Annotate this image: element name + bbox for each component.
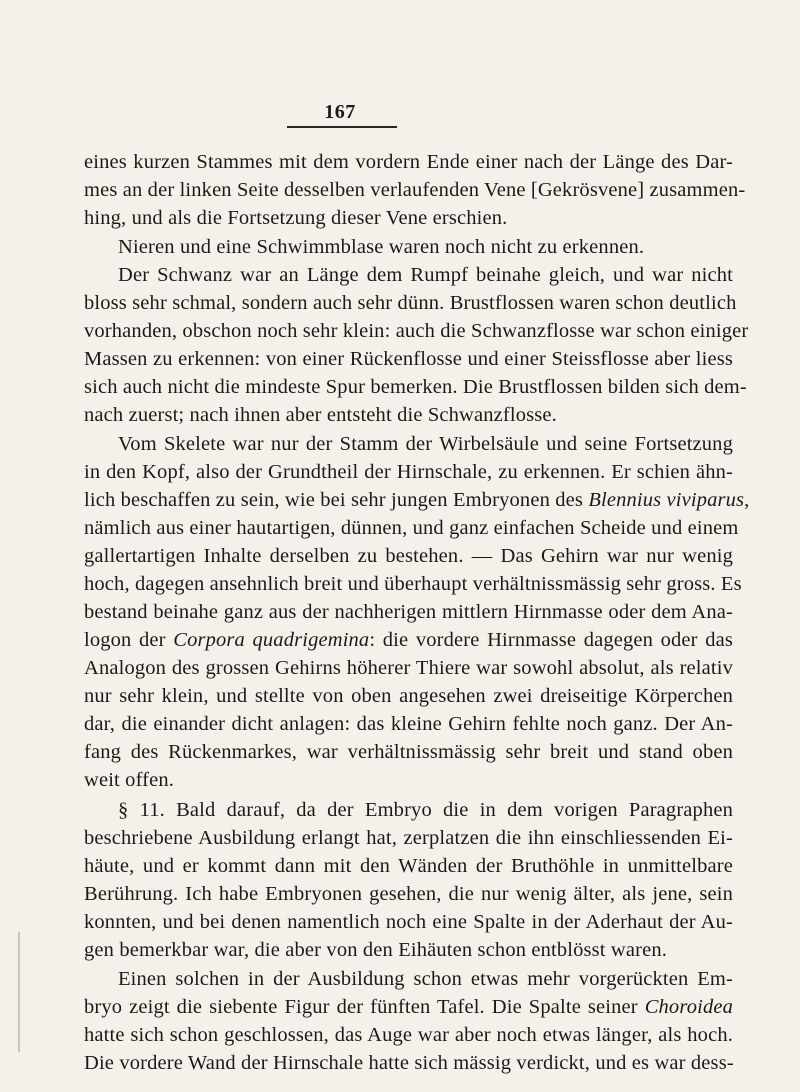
text-line: nämlich aus einer hautartigen, dünnen, und ganz einfachen Scheide und einem bbox=[84, 517, 739, 539]
text-line: in den Kopf, also der Grundtheil der Hirnschale, zu erkennen. Er schien ähn- bbox=[84, 461, 733, 483]
text-line: hing, und als die Fortsetzung dieser Vene erschien. bbox=[84, 207, 508, 229]
header-rule bbox=[287, 126, 397, 128]
text-line: mes an der linken Seite desselben verlaufenden Vene [Gekrösvene] zusammen- bbox=[84, 179, 746, 201]
text-line: konnten, und bei denen namentlich noch eine Spalte in der Aderhaut der Au- bbox=[84, 911, 733, 933]
text-line: bestand beinahe ganz aus der nachherigen mittlern Hirnmasse oder dem Ana- bbox=[84, 601, 733, 623]
text-line: nach zuerst; nach ihnen aber entsteht die Schwanzflosse. bbox=[84, 404, 557, 426]
text-line: Vom Skelete war nur der Stamm der Wirbelsäule und seine Fortsetzung bbox=[118, 433, 733, 455]
text-span: lich beschaffen zu sein, wie bei sehr jungen Embryonen des bbox=[84, 489, 589, 511]
text-line: weit offen. bbox=[84, 769, 175, 791]
text-line: Nieren und eine Schwimmblase waren noch nicht zu erkennen. bbox=[118, 236, 645, 258]
margin-mark bbox=[18, 932, 20, 1052]
text-line: häute, und er kommt dann mit den Wänden der Bruthöhle in unmittelbare bbox=[84, 855, 733, 877]
text-line: Massen zu erkennen: von einer Rückenflosse und einer Steissflosse aber liess bbox=[84, 348, 733, 370]
text-line: bloss sehr schmal, sondern auch sehr dünn. Brustflossen waren schon deutlich bbox=[84, 292, 737, 314]
text-line: sich auch nicht die mindeste Spur bemerken. Die Brustflossen bilden sich dem- bbox=[84, 376, 747, 398]
text-line: hatte sich schon geschlossen, das Auge war aber noch etwas länger, als hoch. bbox=[84, 1024, 733, 1046]
text-line: Analogon des grossen Gehirns höherer Thiere war sowohl absolut, als relativ bbox=[84, 657, 733, 679]
text-span: , bbox=[744, 489, 750, 511]
text-line bbox=[84, 628, 733, 652]
text-span: bryo zeigt die siebente Figur der fünften Tafel. Die Spalte seiner bbox=[84, 996, 645, 1018]
text-line: fang des Rückenmarkes, war verhältnissmässig sehr breit und stand oben bbox=[84, 741, 733, 763]
text-line: Berührung. Ich habe Embryonen gesehen, die nur wenig älter, als jene, sein bbox=[84, 883, 733, 905]
text-line: Der Schwanz war an Länge dem Rumpf beinahe gleich, und war nicht bbox=[118, 264, 733, 286]
text-line: gallertartigen Inhalte derselben zu bestehen. — Das Gehirn war nur wenig bbox=[84, 545, 733, 567]
text-line: hoch, dagegen ansehnlich breit und überhaupt verhältnissmässig sehr gross. Es bbox=[84, 573, 742, 595]
italic-term: Blennius viviparus bbox=[588, 489, 745, 511]
text-line: § 11. Bald darauf, da der Embryo die in dem vorigen Paragraphen bbox=[118, 799, 733, 821]
text-line: vorhanden, obschon noch sehr klein: auch die Schwanzflosse war schon einiger bbox=[84, 320, 749, 342]
text-line: gen bemerkbar war, die aber von den Eihäuten schon entblösst waren. bbox=[84, 939, 668, 961]
text-span: logon der bbox=[84, 629, 174, 651]
italic-term: Choroidea bbox=[644, 996, 733, 1018]
text-line bbox=[84, 488, 750, 512]
text-span: : die vordere Hirnmasse dagegen oder das bbox=[369, 629, 734, 651]
text-line: Die vordere Wand der Hirnschale hatte sich mässig verdickt, und es war dess- bbox=[84, 1052, 734, 1074]
page-number: 167 bbox=[324, 101, 356, 123]
text-line: nur sehr klein, und stellte von oben angesehen zwei dreiseitige Körperchen bbox=[84, 685, 733, 707]
text-line bbox=[84, 995, 733, 1019]
text-line: eines kurzen Stammes mit dem vordern Ende einer nach der Länge des Dar- bbox=[84, 151, 733, 173]
italic-term: Corpora quadrigemina bbox=[173, 629, 370, 651]
text-line: beschriebene Ausbildung erlangt hat, zerplatzen die ihn einschliessenden Ei- bbox=[84, 827, 733, 849]
text-line: dar, die einander dicht anlagen: das kleine Gehirn fehlte noch ganz. Der An- bbox=[84, 713, 733, 735]
text-line: Einen solchen in der Ausbildung schon etwas mehr vorgerückten Em- bbox=[118, 968, 733, 990]
